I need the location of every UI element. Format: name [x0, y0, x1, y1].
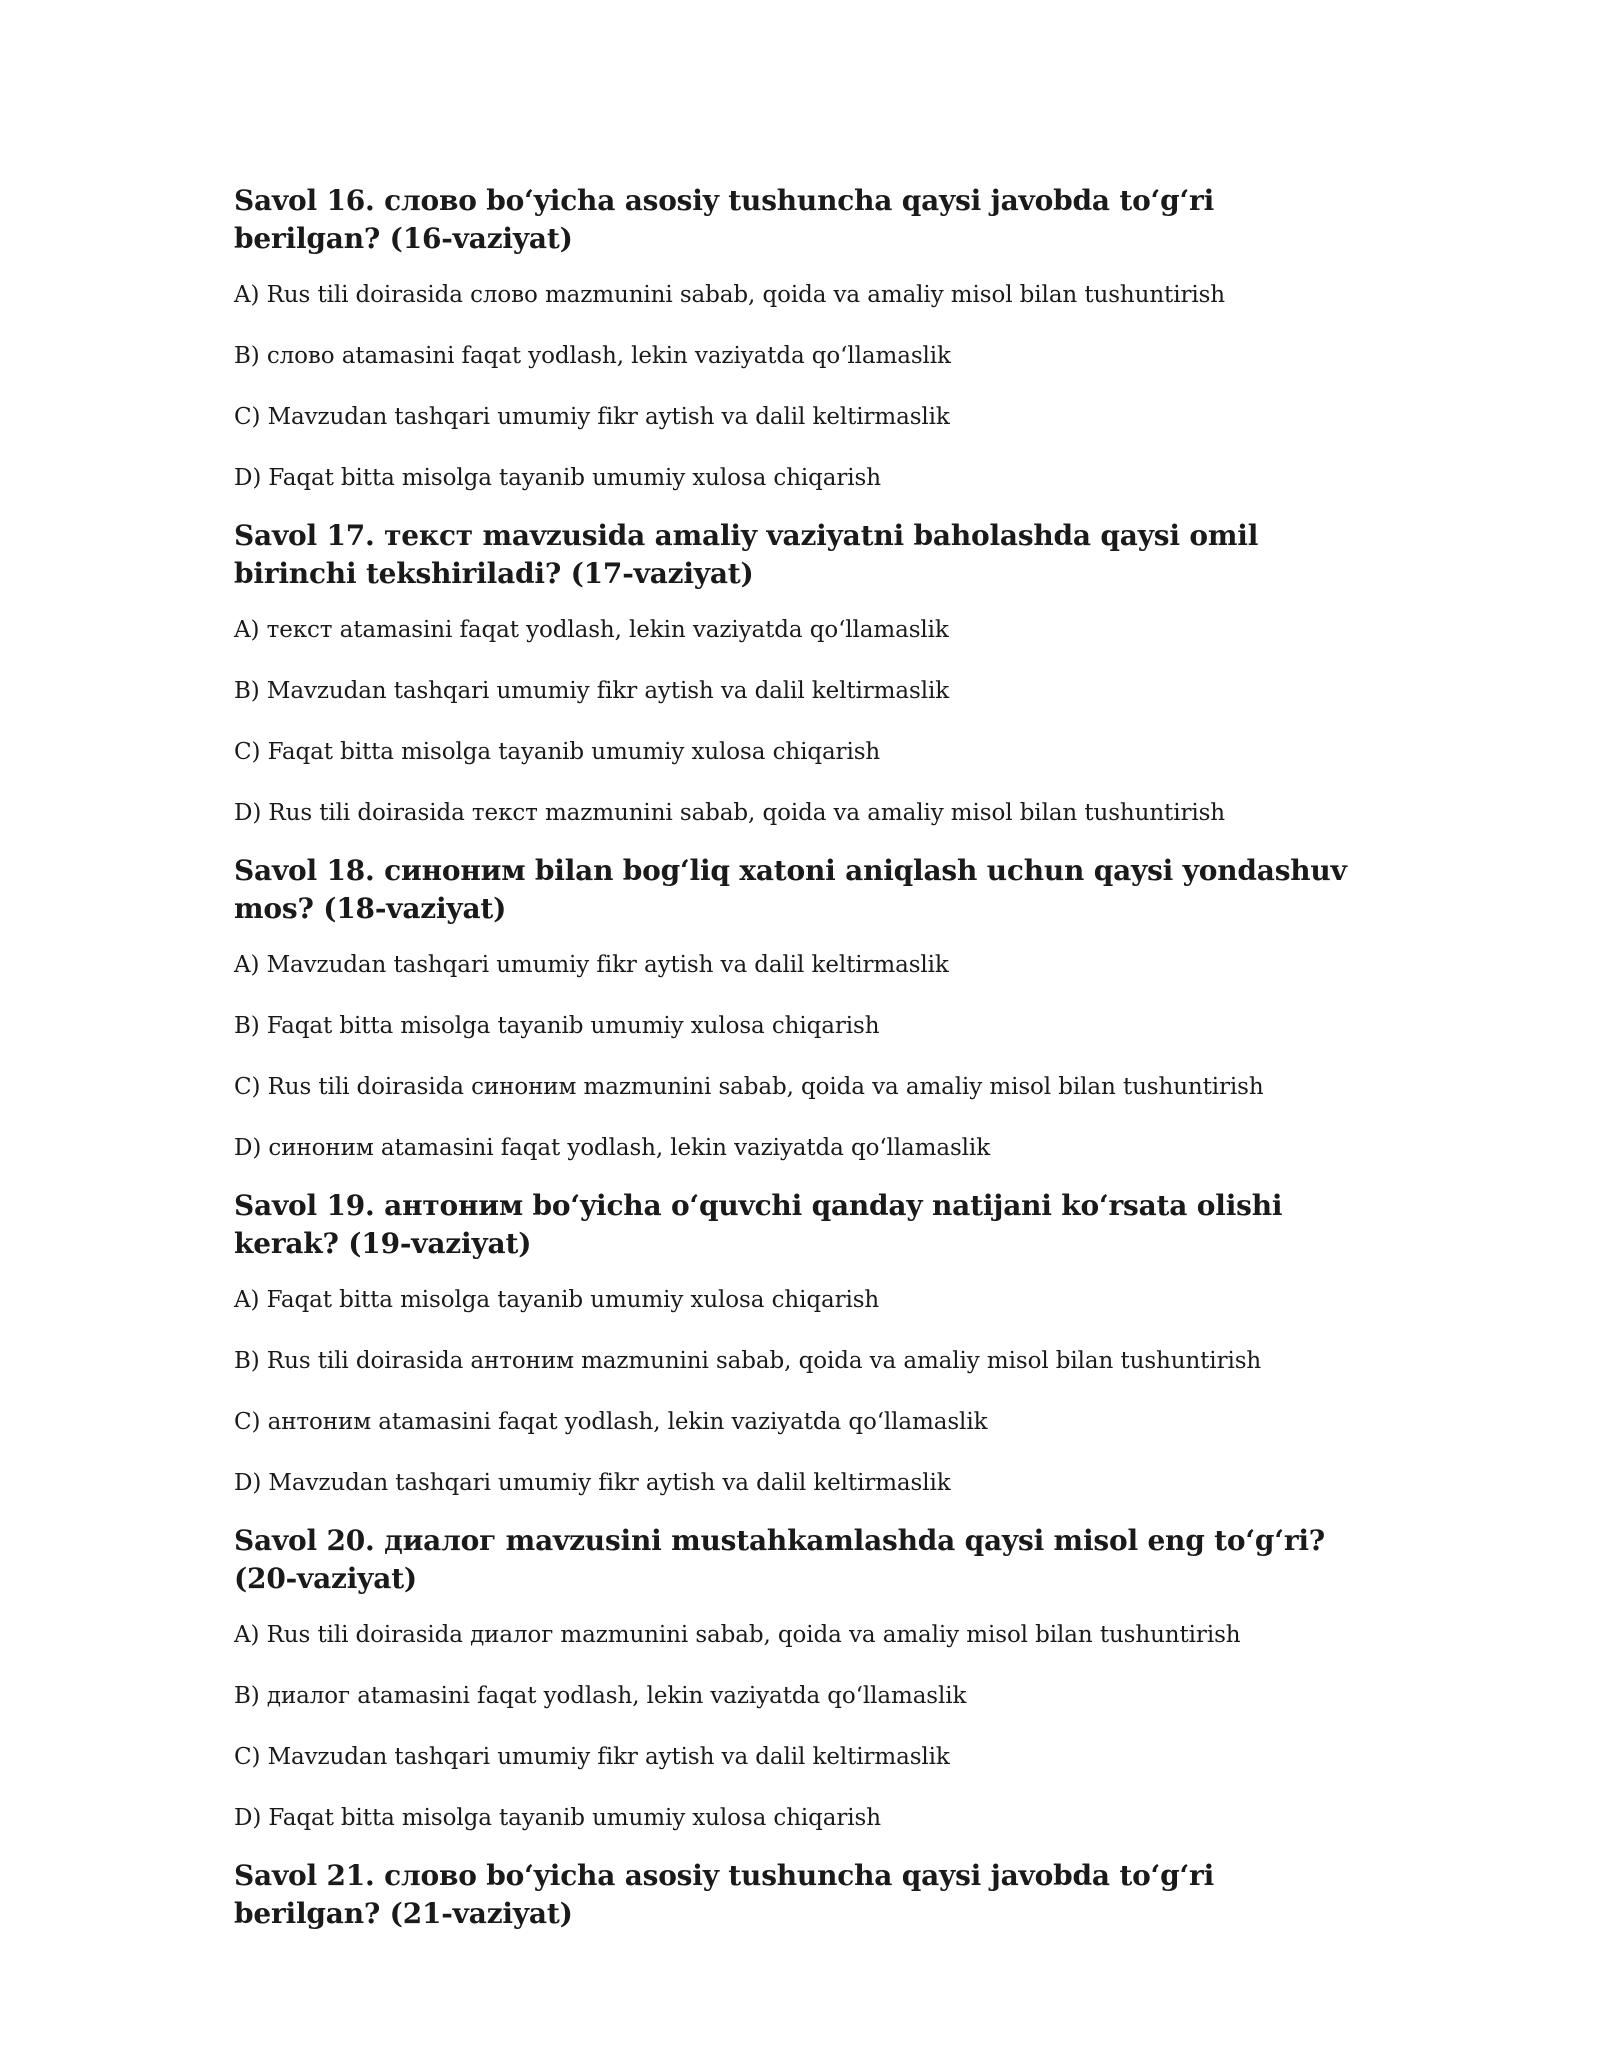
answer-option-c: C) Mavzudan tashqari umumiy fikr aytish va dalil keltirmaslik: [234, 404, 950, 430]
answer-option-b: B) Faqat bitta misolga tayanib umumiy xulosa chiqarish: [234, 1013, 880, 1039]
question-title: Savol 17. текст mavzusida amaliy vaziyatni baholashda qaysi omil birinchi tekshiriladi? (17-vaziyat): [234, 519, 1259, 590]
question-title: Savol 18. синоним bilan bog‘liq xatoni aniqlash uchun qaysi yondashuv mos? (18-vaziyat): [234, 854, 1347, 925]
answer-option-a: A) Rus tili doirasida слово mazmunini sabab, qoida va amaliy misol bilan tushuntirish: [234, 282, 1226, 308]
question-title: Savol 16. слово bo‘yicha asosiy tushuncha qaysi javobda to‘g‘ri berilgan? (16-vaziyat): [234, 184, 1215, 255]
answer-option-b: B) диалог atamasini faqat yodlash, lekin vaziyatda qo‘llamaslik: [234, 1683, 967, 1709]
answer-option-c: C) антоним atamasini faqat yodlash, lekin vaziyatda qo‘llamaslik: [234, 1409, 988, 1435]
answer-option-c: C) Faqat bitta misolga tayanib umumiy xulosa chiqarish: [234, 739, 881, 765]
question-title: Savol 19. антоним bo‘yicha o‘quvchi qanday natijani ko‘rsata olishi kerak? (19-vaziyat): [234, 1189, 1283, 1260]
question-18: [234, 852, 1354, 1163]
answer-option-b: B) слово atamasini faqat yodlash, lekin vaziyatda qo‘llamaslik: [234, 343, 951, 369]
document-page: [234, 182, 1354, 1955]
answer-option-d: D) Faqat bitta misolga tayanib umumiy xulosa chiqarish: [234, 465, 881, 491]
answer-option-d: D) синоним atamasini faqat yodlash, lekin vaziyatda qo‘llamaslik: [234, 1135, 991, 1161]
question-19: [234, 1187, 1354, 1498]
answer-option-c: C) Mavzudan tashqari umumiy fikr aytish va dalil keltirmaslik: [234, 1744, 950, 1770]
answer-option-b: B) Mavzudan tashqari umumiy fikr aytish va dalil keltirmaslik: [234, 678, 950, 704]
answer-option-a: A) текст atamasini faqat yodlash, lekin vaziyatda qo‘llamaslik: [234, 617, 949, 643]
answer-option-c: C) Rus tili doirasida синоним mazmunini sabab, qoida va amaliy misol bilan tushuntirish: [234, 1074, 1264, 1100]
question-17: [234, 517, 1354, 828]
answer-option-d: D) Mavzudan tashqari umumiy fikr aytish va dalil keltirmaslik: [234, 1470, 951, 1496]
answer-option-a: A) Rus tili doirasida диалог mazmunini sabab, qoida va amaliy misol bilan tushuntirish: [234, 1622, 1241, 1648]
question-16: [234, 182, 1354, 493]
answer-option-b: B) Rus tili doirasida антоним mazmunini sabab, qoida va amaliy misol bilan tushuntirish: [234, 1348, 1262, 1374]
answer-option-d: D) Faqat bitta misolga tayanib umumiy xulosa chiqarish: [234, 1805, 881, 1831]
answer-option-d: D) Rus tili doirasida текст mazmunini sabab, qoida va amaliy misol bilan tushuntirish: [234, 800, 1226, 826]
question-title: Savol 21. слово bo‘yicha asosiy tushuncha qaysi javobda to‘g‘ri berilgan? (21-vaziyat): [234, 1859, 1215, 1930]
answer-option-a: A) Faqat bitta misolga tayanib umumiy xulosa chiqarish: [234, 1287, 880, 1313]
question-title: Savol 20. диалог mavzusini mustahkamlashda qaysi misol eng to‘g‘ri? (20-vaziyat): [234, 1524, 1326, 1595]
question-20: [234, 1522, 1354, 1833]
question-21: [234, 1857, 1354, 1933]
answer-option-a: A) Mavzudan tashqari umumiy fikr aytish va dalil keltirmaslik: [234, 952, 949, 978]
